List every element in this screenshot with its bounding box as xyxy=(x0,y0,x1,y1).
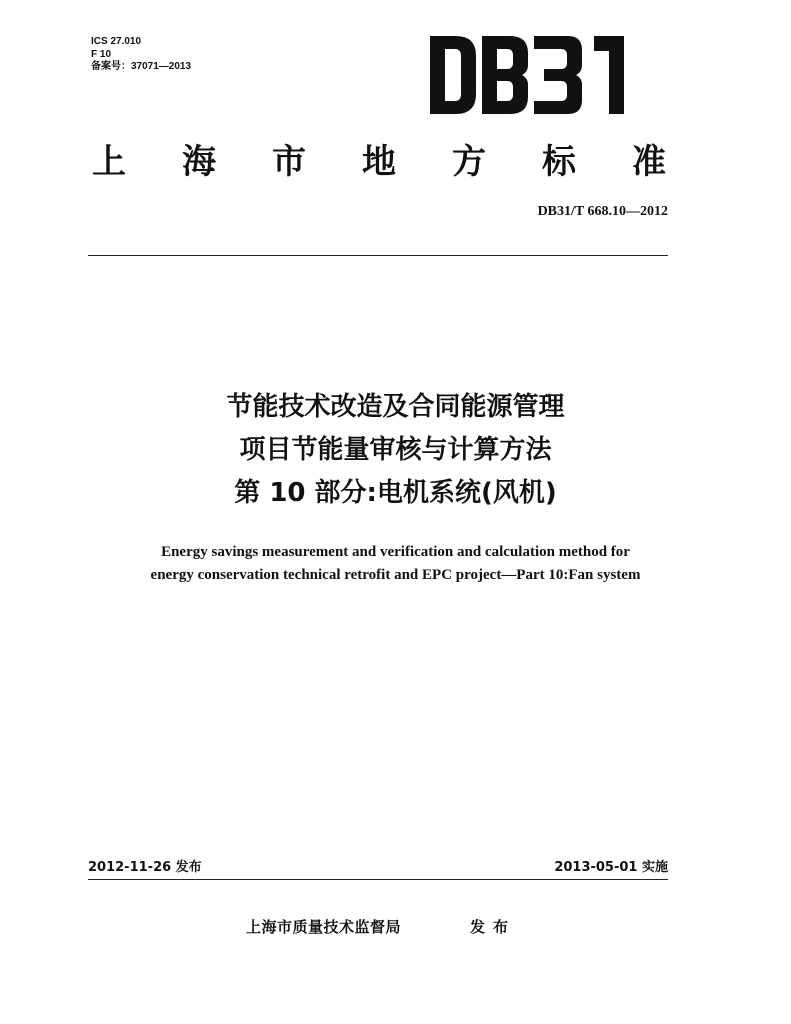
standard-number: DB31/T 668.10—2012 xyxy=(537,204,668,219)
category-char: 地 xyxy=(362,141,396,182)
chinese-title-line: 第 10 部分:电机系统(风机) xyxy=(234,478,557,508)
footer-divider xyxy=(88,879,668,880)
implementation-date: 2013-05-01 实施 xyxy=(554,860,668,875)
english-title-line: energy conservation technical retrofit and EPC project—Part 10:Fan system xyxy=(150,567,641,583)
chinese-title-line: 项目节能量审核与计算方法 xyxy=(239,435,552,465)
english-title-line: Energy savings measurement and verification and calculation method for xyxy=(161,544,630,560)
db31-logo xyxy=(428,34,633,116)
filing-number: 备案号：37071—2013 xyxy=(91,61,192,72)
category-char: 方 xyxy=(452,141,486,182)
header-divider xyxy=(88,255,668,256)
standard-category xyxy=(92,136,666,180)
category-char: 准 xyxy=(632,141,666,182)
category-char: 上 xyxy=(92,141,126,182)
chinese-title-line: 节能技术改造及合同能源管理 xyxy=(226,392,565,422)
ics-code: ICS 27.010 xyxy=(91,36,142,47)
chinese-title xyxy=(0,386,791,515)
category-char: 海 xyxy=(182,141,216,182)
issuing-authority: 上海市质量技术监督局 xyxy=(246,918,402,936)
issue-date: 2012-11-26 发布 xyxy=(88,860,202,875)
category-char: 市 xyxy=(272,141,306,182)
issuing-action: 发布 xyxy=(470,918,517,936)
classification-block xyxy=(91,36,191,74)
category-char: 标 xyxy=(542,141,576,182)
english-title xyxy=(0,541,791,587)
ccs-code: F 10 xyxy=(91,48,112,60)
